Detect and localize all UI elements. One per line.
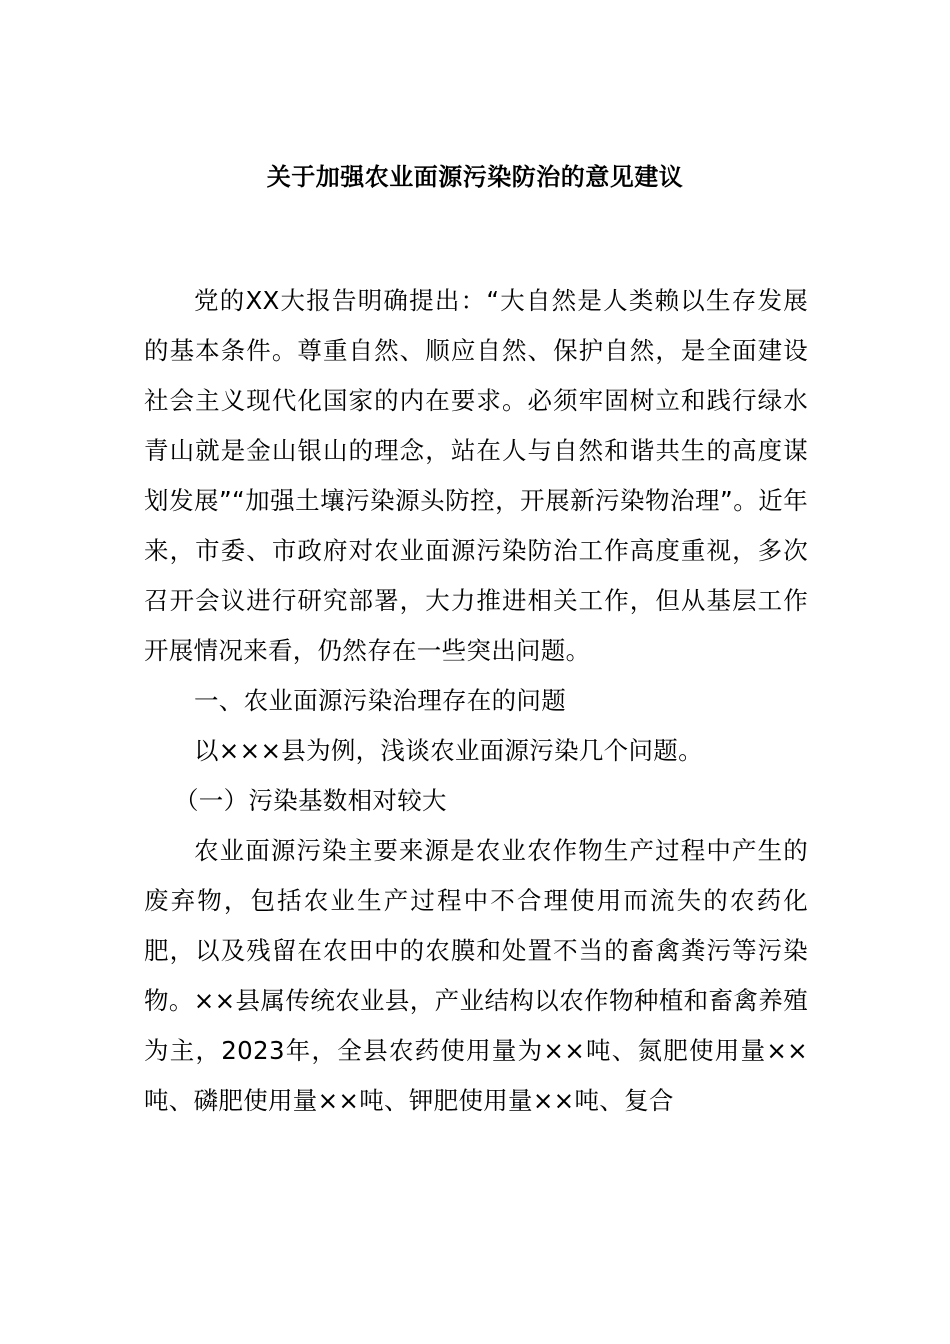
- section-intro-paragraph: 以×××县为例，浅谈农业面源污染几个问题。: [194, 736, 703, 765]
- intro-paragraph: 党的XX大报告明确提出：“大自然是人类赖以生存发展的基本条件。尊重自然、顺应自然、保护自然，是全面建设社会主义现代化国家的内在要求。必须牢固树立和践行绿水青山就是金山银山的理念，站在人与自然和谐共生的高度谋划发展”“加强土壤污染源头防控，开展新污染物治理”。近年来，市委、市政府对农业面源污染防治工作高度重视，多次召开会议进行研究部署，大力推进相关工作，但从基层工作开展情况来看，仍然存在一些突出问题。: [144, 286, 808, 665]
- subsection-heading-1: （一）污染基数相对较大: [174, 786, 447, 815]
- section-heading-1: 一、农业面源污染治理存在的问题: [194, 686, 566, 715]
- document-body: [144, 276, 808, 1126]
- document-title: 关于加强农业面源污染防治的意见建议: [266, 163, 684, 191]
- subsection-paragraph-1: 农业面源污染主要来源是农业农作物生产过程中产生的废弃物，包括农业生产过程中不合理使用而流失的农药化肥，以及残留在农田中的农膜和处置不当的畜禽粪污等污染物。××县属传统农业县，产业结构以农作物种植和畜禽养殖为主，2023年，全县农药使用量为××吨、氮肥使用量××吨、磷肥使用量××吨、钾肥使用量××吨、复合: [144, 836, 808, 1115]
